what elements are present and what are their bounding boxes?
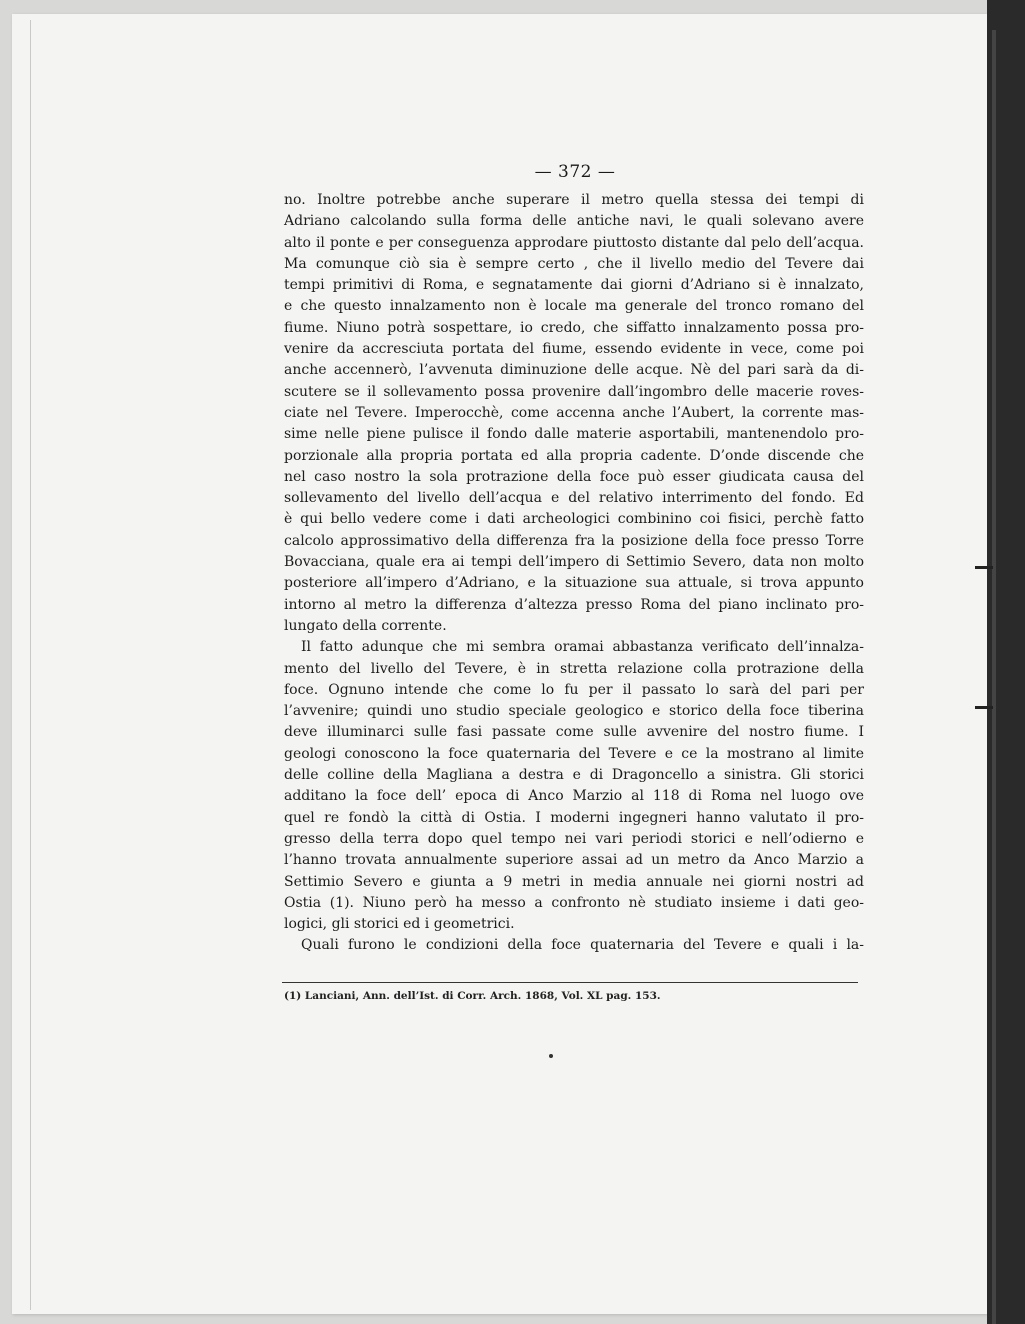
text-line: tempi primitivi di Roma, e segnatamente dai giorni d’Adriano si è innalzato, bbox=[284, 277, 864, 294]
text-line: deve illuminarci sulle fasi passate come sulle avvenire del nostro fiume. I bbox=[284, 724, 864, 741]
text-line: e che questo innalzamento non è locale ma generale del tronco romano del bbox=[284, 298, 864, 315]
text-line: gresso della terra dopo quel tempo nei vari periodi storici e nell’odierno e bbox=[284, 830, 864, 847]
footnote: (1) Lanciani, Ann. dell’Ist. di Corr. Arch. 1868, Vol. XL pag. 153. bbox=[284, 990, 661, 1002]
text-line: mento del livello del Tevere, è in stretta relazione colla protrazione della bbox=[284, 660, 864, 677]
text-line: Adriano calcolando sulla forma delle antiche navi, le quali solevano avere bbox=[284, 213, 864, 230]
text-line: l’hanno trovata annualmente superiore assai ad un metro da Anco Marzio a bbox=[284, 852, 864, 869]
body-text bbox=[284, 190, 864, 957]
text-line: Ostia (1). Niuno però ha messo a confronto nè studiato insieme i dati geo- bbox=[284, 894, 864, 911]
scan-border-inner bbox=[992, 30, 996, 1324]
margin-tab-mark bbox=[975, 566, 993, 569]
page-number: — 372 — bbox=[534, 162, 616, 182]
text-line: Il fatto adunque che mi sembra oramai abbastanza verificato dell’innalza- bbox=[301, 639, 864, 656]
text-line: Ma comunque ciò sia è sempre certo , che il livello medio del Tevere dai bbox=[284, 255, 864, 272]
footnote-rule bbox=[282, 982, 858, 983]
text-line: additano la foce dell’ epoca di Anco Marzio al 118 di Roma nel luogo ove bbox=[284, 788, 864, 805]
text-line: Settimio Severo e giunta a 9 metri in media annuale nei giorni nostri ad bbox=[284, 873, 864, 890]
page-edge bbox=[30, 20, 31, 1310]
text-line: no. Inoltre potrebbe anche superare il metro quella stessa dei tempi di bbox=[284, 192, 864, 208]
margin-tab-mark bbox=[975, 706, 993, 709]
text-line: Bovacciana, quale era ai tempi dell’impero di Settimio Severo, data non molto bbox=[284, 554, 864, 571]
text-line: intorno al metro la differenza d’altezza presso Roma del piano inclinato pro- bbox=[284, 596, 864, 613]
text-line: delle colline della Magliana a destra e di Dragoncello a sinistra. Gli storici bbox=[284, 767, 864, 784]
text-line: logici, gli storici ed i geometrici. bbox=[284, 916, 515, 933]
text-line: ciate nel Tevere. Imperocchè, come accenna anche l’Aubert, la corrente mas- bbox=[284, 404, 864, 421]
text-line: Quali furono le condizioni della foce quaternaria del Tevere e quali i la- bbox=[301, 937, 864, 954]
text-line: anche accennerò, l’avvenuta diminuzione delle acque. Nè del pari sarà da di- bbox=[284, 362, 864, 379]
text-line: posteriore all’impero d’Adriano, e la situazione sua attuale, si trova appunto bbox=[284, 575, 864, 592]
text-line: alto il ponte e per conseguenza approdare piuttosto distante dal pelo dell’acqua. bbox=[284, 234, 864, 251]
text-line: sollevamento del livello dell’acqua e del relativo interrimento del fondo. Ed bbox=[284, 490, 864, 507]
text-line: scutere se il sollevamento possa provenire dall’ingombro delle macerie roves- bbox=[284, 383, 864, 400]
text-line: l’avvenire; quindi uno studio speciale geologico e storico della foce tiberina bbox=[284, 703, 864, 720]
text-line: venire da accresciuta portata del fiume, essendo evidente in vece, come poi bbox=[284, 341, 864, 358]
text-line: quel re fondò la città di Ostia. I moderni ingegneri hanno valutato il pro- bbox=[284, 809, 864, 826]
text-line: nel caso nostro la sola protrazione della foce può esser giudicata causa del bbox=[284, 468, 864, 485]
text-line: è qui bello vedere come i dati archeologici combinino coi fisici, perchè fatto bbox=[284, 511, 864, 528]
text-line: sime nelle piene pulisce il fondo dalle materie asportabili, mantenendolo pro- bbox=[284, 426, 864, 443]
stray-dot-mark bbox=[549, 1054, 553, 1058]
text-line: lungato della corrente. bbox=[284, 617, 447, 634]
text-line: porzionale alla propria portata ed alla propria cadente. D’onde discende che bbox=[284, 447, 864, 464]
text-line: fiume. Niuno potrà sospettare, io credo, che siffatto innalzamento possa pro- bbox=[284, 319, 864, 336]
text-line: foce. Ognuno intende che come lo fu per il passato lo sarà del pari per bbox=[284, 681, 864, 698]
text-line: geologi conoscono la foce quaternaria del Tevere e ce la mostrano al limite bbox=[284, 745, 864, 762]
text-line: calcolo approssimativo della differenza fra la posizione della foce presso Torre bbox=[284, 532, 864, 549]
